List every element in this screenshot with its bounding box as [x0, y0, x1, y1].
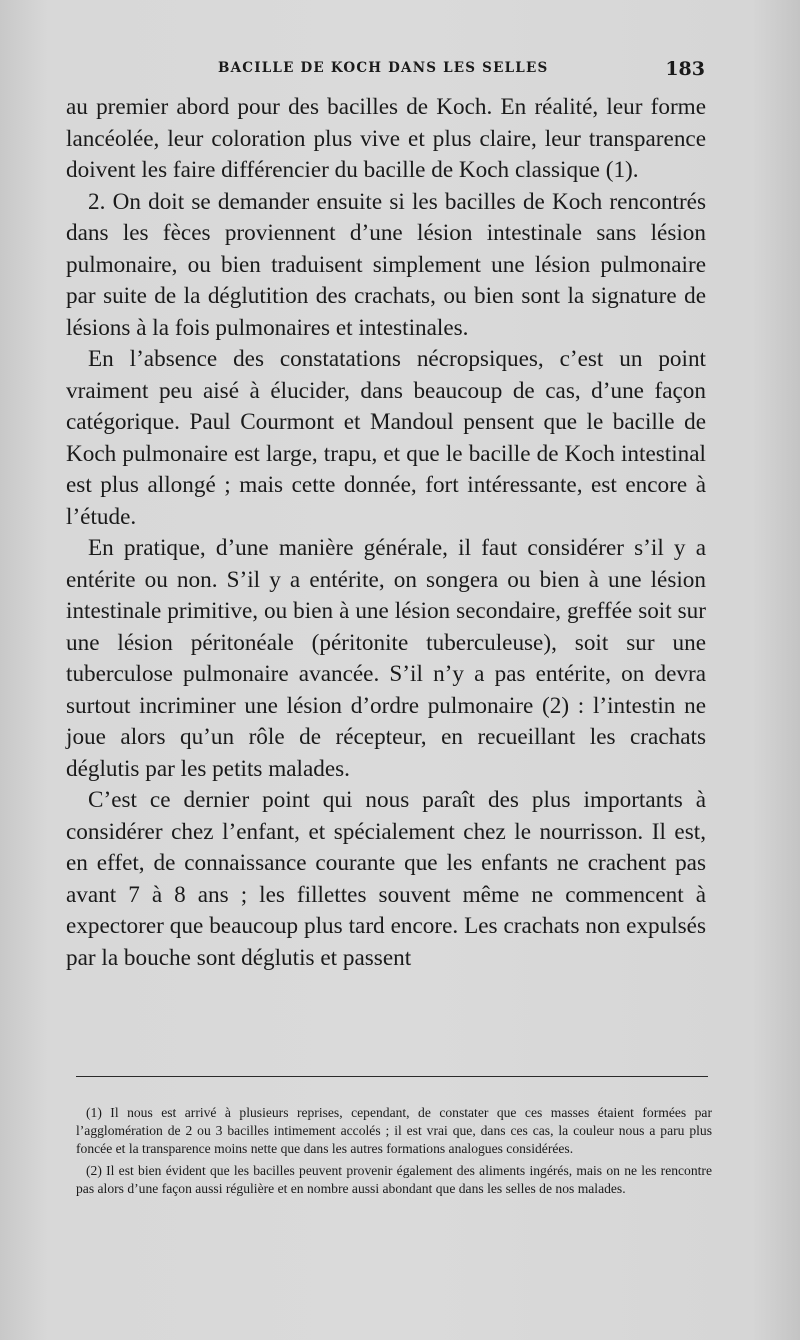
paragraph-continuation: au premier abord pour des bacilles de Koch. En réalité, leur forme lancéolée, leur coloration plus vive et plus claire, leur transparence doivent les faire différencier du bacille de Koch classique (1).	[66, 94, 706, 183]
footnotes	[76, 1104, 712, 1202]
footnote-divider	[76, 1076, 708, 1077]
footnote-1: (1) Il nous est arrivé à plusieurs reprises, cependant, de constater que ces masses étaient formées par l’agglomération de 2 ou 3 bacilles intimement accolés ; il est vrai que, dans ces cas, la couleur nous a paru plus foncée et la transparence moins nette que dans les autres formations analogues considérées.	[76, 1105, 712, 1156]
page-number: 183	[665, 58, 705, 80]
paragraph-absence: En l’absence des constatations nécropsiques, c’est un point vraiment peu aisé à élucider, dans beaucoup de cas, d’une façon catégorique. Paul Courmont et Mandoul pensent que le bacille de Koch pulmonaire est large, trapu, et que le bacille de Koch intestinal est plus allongé ; mais cette donnée, fort intéressante, est encore à l’étude.	[66, 346, 706, 530]
body-text	[66, 92, 706, 974]
paragraph-2: 2. On doit se demander ensuite si les bacilles de Koch rencontrés dans les fèces proviennent d’une lésion intestinale sans lésion pulmonaire, ou bien traduisent simplement une lésion pulmonaire par suite de la déglutition des crachats, ou bien sont la signature de lésions à la fois pulmonaires et intestinales.	[66, 188, 706, 341]
paragraph-pratique: En pratique, d’une manière générale, il faut considérer s’il y a entérite ou non. S’il y a entérite, on songera ou bien à une lésion intestinale primitive, ou bien à une lésion secondaire, greffée soit sur une lésion péritonéale (péritonite tuberculeuse), soit sur une tuberculose pulmonaire avancée. S’il n’y a pas entérite, on devra surtout incriminer une lésion d’ordre pulmonaire (2) : l’intestin ne joue alors qu’un rôle de récepteur, en recueillant les crachats déglutis par les petits malades.	[66, 535, 706, 782]
paragraph-dernier-point: C’est ce dernier point qui nous paraît des plus importants à considérer chez l’enfant, et spécialement chez le nourrisson. Il est, en effet, de connaissance courante que les enfants ne crachent pas avant 7 à 8 ans ; les fillettes souvent même ne commencent à expectorer que beaucoup plus tard encore. Les crachats non expulsés par la bouche sont déglutis et passent	[66, 787, 706, 971]
running-head	[70, 58, 705, 82]
footnote-2: (2) Il est bien évident que les bacilles peuvent provenir également des aliments ingérés, mais on ne les rencontre pas alors d’une façon aussi régulière et en nombre aussi abondant que dans les selles de nos malades.	[76, 1163, 712, 1196]
running-title: BACILLE DE KOCH DANS LES SELLES	[218, 60, 549, 76]
